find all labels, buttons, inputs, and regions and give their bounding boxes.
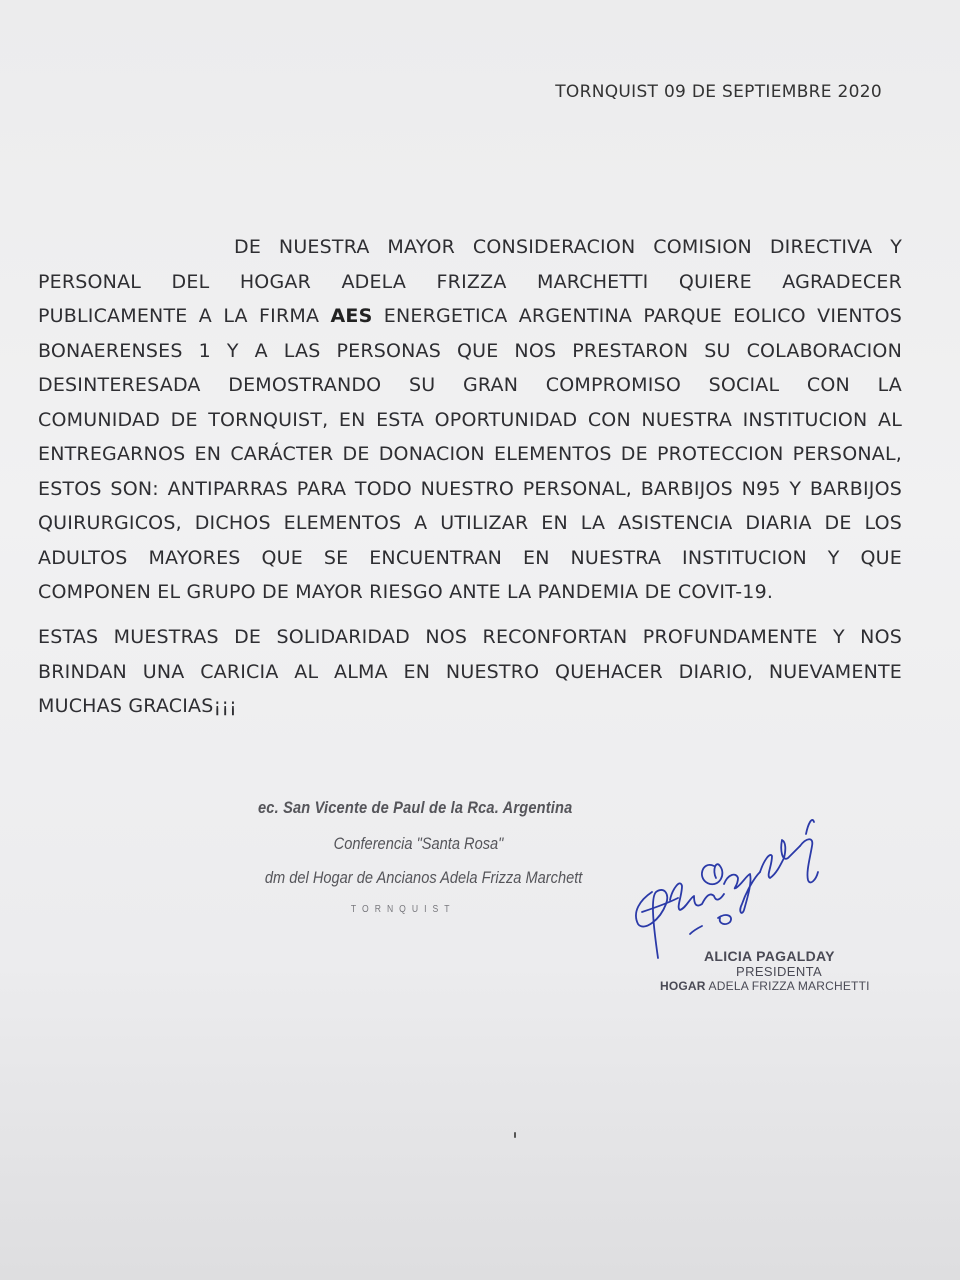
paragraph-1-line: DESINTERESADA DEMOSTRANDO SU GRAN COMPROMISO SOCIAL CON LA — [38, 374, 902, 396]
signer-role: PRESIDENTA — [736, 964, 823, 979]
paragraph-1 — [38, 230, 902, 610]
paragraph-2-line: BRINDAN UNA CARICIA AL ALMA EN NUESTRO QUEHACER DIARIO, NUEVAMENTE — [38, 660, 902, 683]
stamp-line-society: ec. San Vicente de Paul de la Rca. Argentina — [258, 798, 573, 817]
paragraph-2-line: ESTAS MUESTRAS DE SOLIDARIDAD NOS RECONFORTAN PROFUNDAMENTE Y NOS — [38, 626, 902, 648]
paper-mark — [514, 1132, 516, 1138]
paragraph-1-line: ENTREGARNOS EN CARÁCTER DE DONACION ELEMENTOS DE PROTECCION PERSONAL, — [38, 443, 902, 465]
signer-organization: HOGAR ADELA FRIZZA MARCHETTI — [660, 979, 870, 993]
paragraph-2 — [38, 620, 902, 724]
date-line: TORNQUIST 09 DE SEPTIEMBRE 2020 — [555, 82, 882, 102]
paragraph-2-line: MUCHAS GRACIAS¡¡¡ — [38, 695, 237, 717]
paragraph-1-line: DE NUESTRA MAYOR CONSIDERACION COMISION DIRECTIVA Y — [234, 236, 902, 258]
paragraph-1-line: QUIRURGICOS, DICHOS ELEMENTOS A UTILIZAR EN LA ASISTENCIA DIARIA DE LOS — [38, 512, 902, 534]
stamp-line-administration: dm del Hogar de Ancianos Adela Frizza Marchett — [264, 868, 583, 887]
paragraph-1-line: COMUNIDAD DE TORNQUIST, EN ESTA OPORTUNIDAD CON NUESTRA INSTITUCION AL — [38, 408, 902, 431]
paragraph-1-line: ADULTOS MAYORES QUE SE ENCUENTRAN EN NUESTRA INSTITUCION Y QUE — [38, 546, 902, 569]
paragraph-1-line: PUBLICAMENTE A LA FIRMA AES ENERGETICA ARGENTINA PARQUE EOLICO VIENTOS — [38, 305, 902, 327]
paragraph-1-line: BONAERENSES 1 Y A LAS PERSONAS QUE NOS PRESTARON SU COLABORACION — [38, 339, 902, 362]
stamp-line-conference: Conferencia "Santa Rosa" — [333, 834, 504, 853]
signer-block — [660, 948, 900, 993]
company-name-bold: AES — [330, 305, 373, 327]
institution-stamp — [258, 798, 583, 915]
signer-name: ALICIA PAGALDAY — [704, 948, 835, 964]
stamp-line-city: TORNQUIST — [350, 904, 456, 915]
paragraph-1-line: PERSONAL DEL HOGAR ADELA FRIZZA MARCHETTI QUIERE AGRADECER — [38, 270, 902, 293]
paragraph-1-line: COMPONEN EL GRUPO DE MAYOR RIESGO ANTE LA PANDEMIA DE COVIT-19. — [38, 581, 774, 603]
paragraph-1-line: ESTOS SON: ANTIPARRAS PARA TODO NUESTRO PERSONAL, BARBIJOS N95 Y BARBIJOS — [38, 477, 902, 500]
